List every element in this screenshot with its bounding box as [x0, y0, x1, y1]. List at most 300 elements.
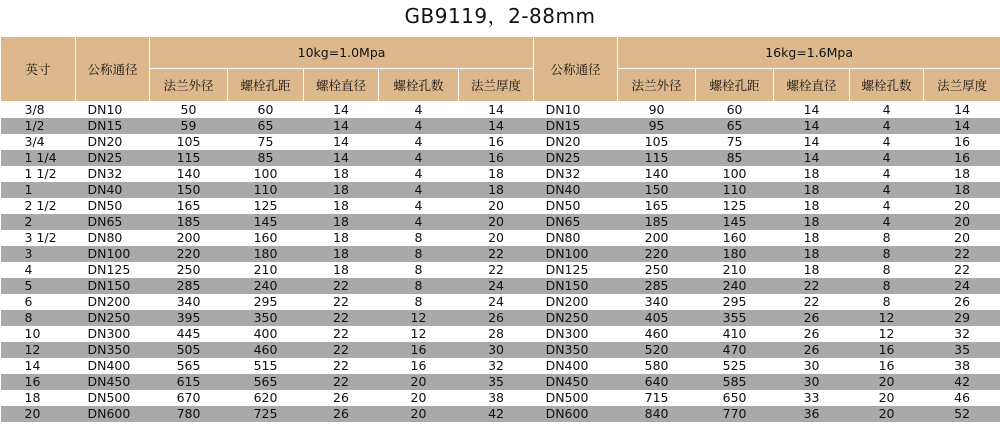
cell-bolt-count-b: 16 [850, 358, 924, 374]
cell-dn-b: DN200 [534, 294, 618, 310]
cell-bolt-count-b: 4 [850, 182, 924, 198]
header-outer-diameter-a: 法兰外径 [150, 69, 228, 102]
cell-outer-diameter-b: 285 [618, 278, 696, 294]
cell-thickness-b: 18 [924, 182, 1000, 198]
cell-bolt-diameter-b: 22 [774, 278, 850, 294]
cell-bolt-circle-a: 110 [228, 182, 304, 198]
cell-outer-diameter-a: 505 [150, 342, 228, 358]
cell-bolt-circle-b: 240 [696, 278, 774, 294]
cell-bolt-diameter-a: 18 [304, 214, 379, 230]
cell-bolt-count-b: 4 [850, 102, 924, 119]
cell-bolt-diameter-a: 18 [304, 246, 379, 262]
header-group-b: 16kg=1.6Mpa [618, 37, 1000, 69]
table-row [1, 310, 1000, 326]
cell-bolt-count-b: 20 [850, 406, 924, 422]
cell-thickness-a: 20 [459, 230, 534, 246]
cell-bolt-diameter-b: 30 [774, 374, 850, 390]
cell-dn-a: DN500 [76, 390, 150, 406]
cell-thickness-a: 35 [459, 374, 534, 390]
cell-bolt-count-a: 8 [379, 278, 459, 294]
table-row [1, 134, 1000, 150]
cell-thickness-a: 14 [459, 102, 534, 119]
cell-bolt-circle-b: 125 [696, 198, 774, 214]
cell-outer-diameter-b: 405 [618, 310, 696, 326]
cell-thickness-a: 20 [459, 214, 534, 230]
cell-outer-diameter-b: 580 [618, 358, 696, 374]
cell-inch: 2 1/2 [1, 198, 76, 214]
header-bolt-diameter-b: 螺栓直径 [774, 69, 850, 102]
cell-bolt-diameter-b: 33 [774, 390, 850, 406]
cell-bolt-circle-b: 525 [696, 358, 774, 374]
cell-bolt-circle-b: 295 [696, 294, 774, 310]
cell-bolt-count-b: 8 [850, 278, 924, 294]
cell-outer-diameter-a: 395 [150, 310, 228, 326]
cell-bolt-count-a: 4 [379, 182, 459, 198]
cell-bolt-diameter-b: 26 [774, 310, 850, 326]
cell-outer-diameter-b: 150 [618, 182, 696, 198]
table-row [1, 278, 1000, 294]
table-row [1, 326, 1000, 342]
cell-outer-diameter-a: 200 [150, 230, 228, 246]
cell-bolt-diameter-a: 22 [304, 278, 379, 294]
cell-bolt-circle-b: 145 [696, 214, 774, 230]
cell-bolt-diameter-b: 26 [774, 342, 850, 358]
cell-bolt-diameter-a: 14 [304, 118, 379, 134]
cell-bolt-circle-a: 100 [228, 166, 304, 182]
cell-inch: 20 [1, 406, 76, 422]
cell-bolt-diameter-b: 14 [774, 134, 850, 150]
cell-inch: 1 1/4 [1, 150, 76, 166]
cell-bolt-diameter-b: 14 [774, 102, 850, 119]
table-row [1, 214, 1000, 230]
cell-bolt-diameter-a: 22 [304, 326, 379, 342]
cell-bolt-circle-a: 515 [228, 358, 304, 374]
header-inch: 英寸 [1, 37, 76, 102]
table-row [1, 230, 1000, 246]
cell-outer-diameter-b: 200 [618, 230, 696, 246]
cell-bolt-circle-a: 60 [228, 102, 304, 119]
cell-dn-b: DN450 [534, 374, 618, 390]
table-row [1, 262, 1000, 278]
cell-inch: 18 [1, 390, 76, 406]
cell-thickness-a: 22 [459, 262, 534, 278]
cell-bolt-count-a: 12 [379, 310, 459, 326]
cell-bolt-circle-a: 160 [228, 230, 304, 246]
cell-outer-diameter-b: 460 [618, 326, 696, 342]
cell-thickness-b: 32 [924, 326, 1000, 342]
header-group-a: 10kg=1.0Mpa [150, 37, 534, 69]
cell-bolt-diameter-a: 22 [304, 294, 379, 310]
cell-bolt-diameter-a: 26 [304, 406, 379, 422]
cell-inch: 6 [1, 294, 76, 310]
cell-dn-a: DN125 [76, 262, 150, 278]
cell-dn-a: DN65 [76, 214, 150, 230]
cell-bolt-circle-a: 350 [228, 310, 304, 326]
cell-dn-b: DN32 [534, 166, 618, 182]
cell-bolt-count-b: 20 [850, 374, 924, 390]
cell-outer-diameter-a: 285 [150, 278, 228, 294]
cell-outer-diameter-a: 105 [150, 134, 228, 150]
cell-bolt-count-a: 16 [379, 342, 459, 358]
cell-bolt-diameter-b: 30 [774, 358, 850, 374]
cell-bolt-circle-b: 180 [696, 246, 774, 262]
cell-inch: 3/8 [1, 102, 76, 119]
cell-bolt-diameter-a: 18 [304, 230, 379, 246]
cell-outer-diameter-a: 165 [150, 198, 228, 214]
cell-thickness-b: 22 [924, 246, 1000, 262]
cell-bolt-diameter-b: 14 [774, 118, 850, 134]
cell-bolt-count-b: 4 [850, 150, 924, 166]
cell-bolt-count-b: 4 [850, 214, 924, 230]
cell-dn-a: DN25 [76, 150, 150, 166]
cell-thickness-b: 16 [924, 150, 1000, 166]
cell-thickness-a: 24 [459, 278, 534, 294]
cell-dn-a: DN350 [76, 342, 150, 358]
cell-thickness-b: 20 [924, 230, 1000, 246]
cell-thickness-b: 14 [924, 118, 1000, 134]
cell-thickness-a: 32 [459, 358, 534, 374]
cell-bolt-count-b: 8 [850, 230, 924, 246]
cell-bolt-diameter-b: 18 [774, 262, 850, 278]
cell-bolt-circle-a: 295 [228, 294, 304, 310]
table-row [1, 390, 1000, 406]
header-thickness-b: 法兰厚度 [924, 69, 1000, 102]
cell-dn-b: DN15 [534, 118, 618, 134]
cell-thickness-a: 18 [459, 166, 534, 182]
cell-dn-a: DN20 [76, 134, 150, 150]
cell-dn-b: DN65 [534, 214, 618, 230]
cell-bolt-circle-a: 145 [228, 214, 304, 230]
cell-bolt-count-a: 4 [379, 198, 459, 214]
cell-outer-diameter-b: 105 [618, 134, 696, 150]
cell-dn-b: DN600 [534, 406, 618, 422]
cell-dn-a: DN150 [76, 278, 150, 294]
cell-thickness-a: 30 [459, 342, 534, 358]
cell-dn-a: DN15 [76, 118, 150, 134]
cell-bolt-diameter-b: 18 [774, 198, 850, 214]
table-row [1, 342, 1000, 358]
cell-dn-b: DN20 [534, 134, 618, 150]
cell-bolt-count-a: 8 [379, 294, 459, 310]
cell-bolt-circle-b: 650 [696, 390, 774, 406]
cell-bolt-count-a: 20 [379, 374, 459, 390]
cell-bolt-count-b: 8 [850, 294, 924, 310]
cell-inch: 10 [1, 326, 76, 342]
cell-bolt-count-b: 20 [850, 390, 924, 406]
cell-thickness-b: 29 [924, 310, 1000, 326]
cell-bolt-count-a: 4 [379, 134, 459, 150]
cell-outer-diameter-b: 115 [618, 150, 696, 166]
cell-dn-b: DN10 [534, 102, 618, 119]
cell-bolt-diameter-b: 18 [774, 246, 850, 262]
flange-spec-table [0, 36, 1000, 422]
cell-thickness-b: 20 [924, 214, 1000, 230]
cell-bolt-circle-a: 460 [228, 342, 304, 358]
cell-bolt-circle-b: 85 [696, 150, 774, 166]
cell-bolt-circle-b: 585 [696, 374, 774, 390]
cell-bolt-diameter-b: 36 [774, 406, 850, 422]
table-row [1, 358, 1000, 374]
cell-bolt-count-b: 16 [850, 342, 924, 358]
table-row [1, 294, 1000, 310]
cell-outer-diameter-a: 50 [150, 102, 228, 119]
cell-thickness-a: 22 [459, 246, 534, 262]
cell-bolt-circle-a: 180 [228, 246, 304, 262]
cell-bolt-circle-b: 65 [696, 118, 774, 134]
cell-dn-a: DN10 [76, 102, 150, 119]
cell-outer-diameter-b: 140 [618, 166, 696, 182]
cell-inch: 2 [1, 214, 76, 230]
table-row [1, 246, 1000, 262]
cell-bolt-count-a: 20 [379, 406, 459, 422]
cell-inch: 1/2 [1, 118, 76, 134]
cell-bolt-count-b: 8 [850, 246, 924, 262]
cell-bolt-circle-a: 725 [228, 406, 304, 422]
cell-inch: 1 [1, 182, 76, 198]
cell-outer-diameter-b: 90 [618, 102, 696, 119]
table-row [1, 374, 1000, 390]
cell-outer-diameter-b: 640 [618, 374, 696, 390]
cell-bolt-count-a: 4 [379, 150, 459, 166]
cell-bolt-circle-b: 75 [696, 134, 774, 150]
cell-bolt-diameter-a: 14 [304, 134, 379, 150]
cell-dn-a: DN40 [76, 182, 150, 198]
cell-thickness-a: 20 [459, 198, 534, 214]
cell-outer-diameter-a: 445 [150, 326, 228, 342]
cell-bolt-count-a: 4 [379, 214, 459, 230]
cell-bolt-diameter-a: 18 [304, 198, 379, 214]
cell-dn-a: DN32 [76, 166, 150, 182]
cell-thickness-b: 42 [924, 374, 1000, 390]
cell-inch: 14 [1, 358, 76, 374]
cell-bolt-count-a: 8 [379, 262, 459, 278]
cell-inch: 16 [1, 374, 76, 390]
cell-outer-diameter-a: 140 [150, 166, 228, 182]
cell-thickness-b: 16 [924, 134, 1000, 150]
cell-dn-b: DN300 [534, 326, 618, 342]
cell-bolt-diameter-a: 14 [304, 150, 379, 166]
cell-dn-a: DN300 [76, 326, 150, 342]
cell-outer-diameter-b: 340 [618, 294, 696, 310]
cell-outer-diameter-a: 780 [150, 406, 228, 422]
cell-bolt-count-a: 4 [379, 166, 459, 182]
cell-bolt-count-b: 4 [850, 118, 924, 134]
cell-outer-diameter-a: 670 [150, 390, 228, 406]
cell-bolt-count-a: 8 [379, 246, 459, 262]
cell-bolt-diameter-a: 18 [304, 262, 379, 278]
cell-bolt-count-a: 8 [379, 230, 459, 246]
cell-bolt-diameter-a: 18 [304, 166, 379, 182]
cell-dn-b: DN500 [534, 390, 618, 406]
header-bolt-count-a: 螺栓孔数 [379, 69, 459, 102]
cell-inch: 8 [1, 310, 76, 326]
cell-thickness-b: 22 [924, 262, 1000, 278]
cell-thickness-b: 14 [924, 102, 1000, 119]
cell-outer-diameter-b: 715 [618, 390, 696, 406]
cell-bolt-count-a: 20 [379, 390, 459, 406]
cell-dn-b: DN40 [534, 182, 618, 198]
cell-thickness-b: 26 [924, 294, 1000, 310]
cell-inch: 12 [1, 342, 76, 358]
cell-bolt-circle-a: 125 [228, 198, 304, 214]
cell-bolt-circle-b: 770 [696, 406, 774, 422]
cell-bolt-circle-b: 110 [696, 182, 774, 198]
table-row [1, 118, 1000, 134]
cell-thickness-a: 16 [459, 134, 534, 150]
header-row-2 [1, 69, 1000, 102]
cell-dn-b: DN100 [534, 246, 618, 262]
cell-outer-diameter-a: 115 [150, 150, 228, 166]
cell-bolt-diameter-b: 18 [774, 182, 850, 198]
cell-thickness-b: 18 [924, 166, 1000, 182]
cell-bolt-count-b: 12 [850, 326, 924, 342]
cell-inch: 3 [1, 246, 76, 262]
cell-bolt-count-b: 4 [850, 134, 924, 150]
cell-bolt-count-a: 16 [379, 358, 459, 374]
cell-bolt-count-a: 4 [379, 102, 459, 119]
cell-inch: 3/4 [1, 134, 76, 150]
cell-thickness-b: 24 [924, 278, 1000, 294]
cell-bolt-diameter-b: 18 [774, 214, 850, 230]
cell-thickness-a: 16 [459, 150, 534, 166]
cell-bolt-diameter-a: 22 [304, 310, 379, 326]
header-bolt-diameter-a: 螺栓直径 [304, 69, 379, 102]
header-nominal-a: 公称通径 [76, 37, 150, 102]
page-title: GB9119，2-88mm [404, 4, 596, 28]
cell-outer-diameter-a: 185 [150, 214, 228, 230]
cell-bolt-diameter-b: 14 [774, 150, 850, 166]
header-row-1 [1, 37, 1000, 69]
cell-thickness-a: 24 [459, 294, 534, 310]
table-row [1, 166, 1000, 182]
cell-dn-b: DN150 [534, 278, 618, 294]
cell-bolt-circle-b: 470 [696, 342, 774, 358]
cell-bolt-diameter-a: 22 [304, 342, 379, 358]
cell-dn-b: DN250 [534, 310, 618, 326]
table-row [1, 182, 1000, 198]
cell-bolt-circle-a: 565 [228, 374, 304, 390]
cell-outer-diameter-b: 185 [618, 214, 696, 230]
cell-dn-b: DN350 [534, 342, 618, 358]
cell-outer-diameter-a: 615 [150, 374, 228, 390]
cell-bolt-diameter-a: 22 [304, 358, 379, 374]
table-body [1, 102, 1000, 423]
cell-bolt-circle-b: 160 [696, 230, 774, 246]
cell-thickness-b: 38 [924, 358, 1000, 374]
cell-bolt-count-b: 4 [850, 198, 924, 214]
cell-outer-diameter-a: 59 [150, 118, 228, 134]
cell-bolt-diameter-a: 22 [304, 374, 379, 390]
cell-outer-diameter-a: 250 [150, 262, 228, 278]
cell-bolt-count-a: 4 [379, 118, 459, 134]
cell-dn-a: DN100 [76, 246, 150, 262]
cell-thickness-a: 14 [459, 118, 534, 134]
cell-bolt-circle-a: 400 [228, 326, 304, 342]
cell-bolt-circle-a: 65 [228, 118, 304, 134]
cell-bolt-diameter-b: 18 [774, 230, 850, 246]
cell-bolt-diameter-b: 22 [774, 294, 850, 310]
cell-inch: 1 1/2 [1, 166, 76, 182]
cell-bolt-diameter-a: 14 [304, 102, 379, 119]
cell-outer-diameter-b: 220 [618, 246, 696, 262]
cell-bolt-circle-a: 85 [228, 150, 304, 166]
cell-outer-diameter-b: 95 [618, 118, 696, 134]
table-row [1, 198, 1000, 214]
cell-outer-diameter-b: 840 [618, 406, 696, 422]
cell-bolt-count-b: 8 [850, 262, 924, 278]
cell-dn-b: DN125 [534, 262, 618, 278]
cell-bolt-count-b: 12 [850, 310, 924, 326]
cell-bolt-diameter-b: 26 [774, 326, 850, 342]
table-row [1, 102, 1000, 119]
cell-dn-b: DN80 [534, 230, 618, 246]
cell-inch: 4 [1, 262, 76, 278]
header-outer-diameter-b: 法兰外径 [618, 69, 696, 102]
cell-thickness-b: 52 [924, 406, 1000, 422]
cell-thickness-a: 18 [459, 182, 534, 198]
cell-outer-diameter-a: 340 [150, 294, 228, 310]
cell-dn-a: DN450 [76, 374, 150, 390]
header-bolt-count-b: 螺栓孔数 [850, 69, 924, 102]
cell-dn-a: DN200 [76, 294, 150, 310]
cell-dn-a: DN50 [76, 198, 150, 214]
cell-bolt-count-a: 12 [379, 326, 459, 342]
cell-thickness-a: 42 [459, 406, 534, 422]
cell-bolt-circle-a: 620 [228, 390, 304, 406]
cell-dn-a: DN80 [76, 230, 150, 246]
cell-outer-diameter-b: 250 [618, 262, 696, 278]
cell-dn-b: DN50 [534, 198, 618, 214]
cell-bolt-diameter-a: 18 [304, 182, 379, 198]
cell-dn-a: DN600 [76, 406, 150, 422]
cell-thickness-b: 20 [924, 198, 1000, 214]
cell-dn-b: DN400 [534, 358, 618, 374]
cell-bolt-circle-a: 75 [228, 134, 304, 150]
cell-outer-diameter-a: 565 [150, 358, 228, 374]
cell-bolt-count-b: 4 [850, 166, 924, 182]
cell-dn-b: DN25 [534, 150, 618, 166]
header-nominal-b: 公称通径 [534, 37, 618, 102]
header-bolt-circle-b: 螺栓孔距 [696, 69, 774, 102]
cell-bolt-circle-b: 355 [696, 310, 774, 326]
table-row [1, 150, 1000, 166]
cell-outer-diameter-b: 520 [618, 342, 696, 358]
cell-outer-diameter-a: 150 [150, 182, 228, 198]
cell-bolt-circle-a: 210 [228, 262, 304, 278]
cell-thickness-b: 35 [924, 342, 1000, 358]
cell-outer-diameter-b: 165 [618, 198, 696, 214]
cell-bolt-circle-b: 210 [696, 262, 774, 278]
cell-thickness-b: 46 [924, 390, 1000, 406]
cell-inch: 3 1/2 [1, 230, 76, 246]
cell-inch: 5 [1, 278, 76, 294]
cell-thickness-a: 28 [459, 326, 534, 342]
header-thickness-a: 法兰厚度 [459, 69, 534, 102]
cell-dn-a: DN400 [76, 358, 150, 374]
cell-bolt-circle-a: 240 [228, 278, 304, 294]
cell-bolt-circle-b: 60 [696, 102, 774, 119]
cell-thickness-a: 38 [459, 390, 534, 406]
cell-bolt-circle-b: 100 [696, 166, 774, 182]
cell-bolt-circle-b: 410 [696, 326, 774, 342]
header-bolt-circle-a: 螺栓孔距 [228, 69, 304, 102]
cell-bolt-diameter-a: 26 [304, 390, 379, 406]
cell-dn-a: DN250 [76, 310, 150, 326]
cell-thickness-a: 26 [459, 310, 534, 326]
table-row [1, 406, 1000, 422]
cell-outer-diameter-a: 220 [150, 246, 228, 262]
cell-bolt-diameter-b: 18 [774, 166, 850, 182]
